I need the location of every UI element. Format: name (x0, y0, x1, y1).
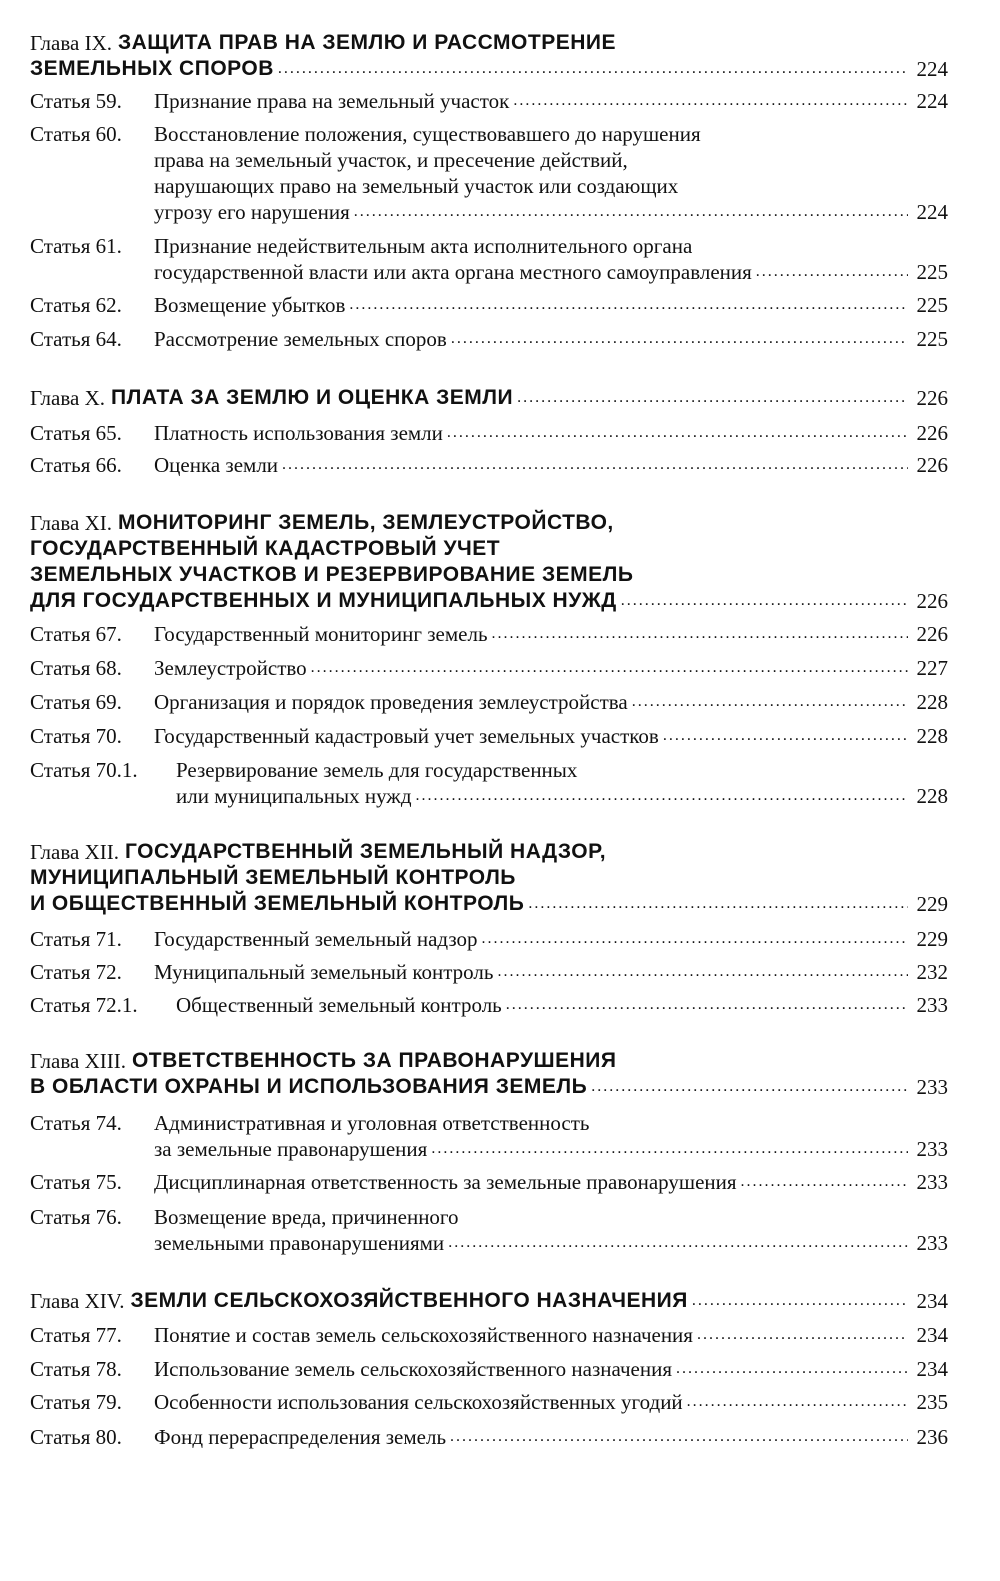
page-number: 233 (916, 993, 948, 1017)
page-number: 234 (916, 1357, 948, 1381)
dot-leader (451, 326, 908, 352)
entry-title-line: Платность использования земли (154, 421, 443, 445)
entry-title-line: Возмещение убытков (154, 293, 346, 317)
entry-line (30, 30, 948, 56)
toc-article-entry (30, 689, 948, 715)
entry-line (30, 1424, 948, 1450)
entry-title-line: Признание права на земельный участок (154, 89, 510, 113)
entry-line (30, 1356, 948, 1382)
entry-label: Статья 70. (30, 724, 122, 748)
toc-article-entry (30, 1424, 948, 1450)
toc-article-entry (30, 992, 948, 1018)
toc-article-entry (30, 292, 948, 318)
toc-article-entry (30, 723, 948, 749)
entry-title-line: за земельные правонарушения (154, 1137, 428, 1161)
entry-title-line: Оценка земли (154, 453, 279, 477)
entry-label: Статья 72. (30, 960, 122, 984)
entry-label: Статья 76. (30, 1205, 122, 1229)
entry-line (30, 1288, 948, 1314)
entry-line (30, 88, 948, 114)
toc-chapter-entry (30, 1048, 948, 1100)
entry-title-line: МОНИТОРИНГ ЗЕМЕЛЬ, ЗЕМЛЕУСТРОЙСТВО, (117, 511, 614, 534)
entry-label: Статья 59. (30, 89, 122, 113)
entry-line (30, 199, 948, 225)
toc-chapter-entry (30, 30, 948, 82)
dot-leader (591, 1074, 908, 1100)
toc-article-entry (30, 233, 948, 285)
page-number: 225 (916, 260, 948, 284)
entry-line (30, 173, 948, 199)
dot-leader (741, 1169, 908, 1195)
page-number: 233 (916, 1137, 948, 1161)
toc-article-entry (30, 959, 948, 985)
entry-line (30, 926, 948, 952)
page-number: 228 (916, 784, 948, 808)
entry-title-line: ЗЕМЛИ СЕЛЬСКОХОЗЯЙСТВЕННОГО НАЗНАЧЕНИЯ (130, 1289, 688, 1312)
entry-title-line: Возмещение вреда, причиненного (154, 1205, 459, 1229)
entry-title-line: ЗЕМЕЛЬНЫХ СПОРОВ (30, 57, 274, 80)
entry-line (30, 147, 948, 173)
toc-article-entry (30, 452, 948, 478)
entry-title-line: Организация и порядок проведения землеустройства (154, 690, 628, 714)
entry-label: Статья 60. (30, 122, 122, 146)
toc-chapter-entry (30, 1288, 948, 1314)
page-number: 226 (916, 622, 948, 646)
dot-leader (513, 88, 908, 114)
dot-leader (506, 992, 908, 1018)
entry-title-line: Административная и уголовная ответственность (154, 1111, 590, 1135)
dot-leader (517, 385, 908, 411)
entry-title-line: Использование земель сельскохозяйственного назначения (154, 1357, 673, 1381)
toc-article-entry (30, 1110, 948, 1162)
page-number: 228 (916, 690, 948, 714)
entry-label: Статья 78. (30, 1357, 122, 1381)
page-number: 234 (916, 1289, 948, 1313)
entry-line (30, 992, 948, 1018)
entry-title-line: ГОСУДАРСТВЕННЫЙ КАДАСТРОВЫЙ УЧЕТ (30, 537, 501, 560)
entry-title-line: ОТВЕТСТВЕННОСТЬ ЗА ПРАВОНАРУШЕНИЯ (131, 1049, 617, 1072)
entry-line (30, 1389, 948, 1415)
entry-title-line: Рассмотрение земельных споров (154, 327, 447, 351)
entry-title-line: В ОБЛАСТИ ОХРАНЫ И ИСПОЛЬЗОВАНИЯ ЗЕМЕЛЬ (30, 1075, 588, 1098)
entry-line (30, 655, 948, 681)
entry-title-line: нарушающих право на земельный участок или создающих (154, 174, 679, 198)
entry-line (30, 839, 948, 865)
page-number: 229 (916, 892, 948, 916)
toc-article-entry (30, 1389, 948, 1415)
entry-line (30, 452, 948, 478)
page-number: 229 (916, 927, 948, 951)
page-number: 224 (916, 57, 948, 81)
toc-chapter-entry (30, 839, 948, 917)
entry-label: Статья 61. (30, 234, 122, 258)
entry-label: Статья 77. (30, 1323, 122, 1347)
page-number: 226 (916, 453, 948, 477)
entry-line (30, 1322, 948, 1348)
entry-line (30, 757, 948, 783)
entry-line (30, 959, 948, 985)
page-number: 235 (916, 1390, 948, 1414)
entry-title-line: ЗЕМЕЛЬНЫХ УЧАСТКОВ И РЕЗЕРВИРОВАНИЕ ЗЕМЕЛЬ (30, 563, 634, 586)
entry-line (30, 420, 948, 446)
entry-label: Глава XIII. (30, 1049, 126, 1073)
dot-leader (687, 1389, 908, 1415)
entry-line (30, 233, 948, 259)
dot-leader (676, 1356, 908, 1382)
entry-line (30, 783, 948, 809)
toc-article-entry (30, 88, 948, 114)
toc-article-entry (30, 926, 948, 952)
entry-line (30, 723, 948, 749)
page-number: 227 (916, 656, 948, 680)
entry-title-line: Государственный земельный надзор (154, 927, 478, 951)
entry-label: Статья 62. (30, 293, 122, 317)
dot-leader (349, 292, 908, 318)
entry-label: Глава XII. (30, 840, 119, 864)
entry-title-line: ПЛАТА ЗА ЗЕМЛЮ И ОЦЕНКА ЗЕМЛИ (111, 386, 514, 409)
dot-leader (354, 199, 908, 225)
dot-leader (311, 655, 908, 681)
dot-leader (447, 420, 908, 446)
page-number: 234 (916, 1323, 948, 1347)
entry-label: Статья 71. (30, 927, 122, 951)
entry-line (30, 56, 948, 82)
dot-leader (632, 689, 908, 715)
entry-label: Статья 74. (30, 1111, 122, 1135)
entry-line (30, 891, 948, 917)
entry-label: Статья 69. (30, 690, 122, 714)
toc-article-entry (30, 757, 948, 809)
toc-article-entry (30, 121, 948, 225)
entry-title-line: ДЛЯ ГОСУДАРСТВЕННЫХ И МУНИЦИПАЛЬНЫХ НУЖД (30, 589, 617, 612)
entry-label: Статья 68. (30, 656, 122, 680)
entry-label: Статья 75. (30, 1170, 122, 1194)
entry-title-line: Муниципальный земельный контроль (154, 960, 494, 984)
entry-title-line: Фонд перераспределения земель (154, 1425, 447, 1449)
entry-title-line: или муниципальных нужд (176, 784, 412, 808)
toc-article-entry (30, 1169, 948, 1195)
entry-line (30, 1110, 948, 1136)
entry-line (30, 865, 948, 891)
entry-title-line: Государственный кадастровый учет земельных участков (154, 724, 659, 748)
dot-leader (278, 56, 908, 82)
entry-title-line: Землеустройство (154, 656, 307, 680)
page-number: 224 (916, 200, 948, 224)
page-number: 226 (916, 386, 948, 410)
entry-line (30, 588, 948, 614)
entry-title-line: угрозу его нарушения (154, 200, 350, 224)
entry-title-line: Общественный земельный контроль (176, 993, 502, 1017)
dot-leader (416, 783, 908, 809)
entry-title-line: государственной власти или акта органа местного самоуправления (154, 260, 752, 284)
entry-label: Статья 64. (30, 327, 122, 351)
toc-chapter-entry (30, 510, 948, 614)
entry-title-line: Понятие и состав земель сельскохозяйственного назначения (154, 1323, 693, 1347)
entry-line (30, 1136, 948, 1162)
toc-article-entry (30, 655, 948, 681)
entry-label: Статья 66. (30, 453, 122, 477)
entry-label: Статья 65. (30, 421, 122, 445)
dot-leader (450, 1424, 908, 1450)
entry-line (30, 259, 948, 285)
entry-title-line: земельными правонарушениями (154, 1231, 445, 1255)
dot-leader (756, 259, 908, 285)
page-number: 232 (916, 960, 948, 984)
entry-line (30, 1204, 948, 1230)
page-number: 233 (916, 1075, 948, 1099)
entry-line (30, 1074, 948, 1100)
toc-article-entry (30, 326, 948, 352)
entry-line (30, 292, 948, 318)
entry-label: Глава XIV. (30, 1289, 125, 1313)
toc-chapter-entry (30, 385, 948, 411)
dot-leader (663, 723, 908, 749)
entry-label: Статья 79. (30, 1390, 122, 1414)
entry-title-line: ЗАЩИТА ПРАВ НА ЗЕМЛЮ И РАССМОТРЕНИЕ (117, 31, 616, 54)
entry-title-line: И ОБЩЕСТВЕННЫЙ ЗЕМЕЛЬНЫЙ КОНТРОЛЬ (30, 892, 525, 915)
entry-line (30, 326, 948, 352)
entry-title-line: Дисциплинарная ответственность за земельные правонарушения (154, 1170, 737, 1194)
entry-line (30, 536, 948, 562)
page-number: 226 (916, 589, 948, 613)
entry-line (30, 121, 948, 147)
page-number: 236 (916, 1425, 948, 1449)
dot-leader (431, 1136, 908, 1162)
entry-label: Глава XI. (30, 511, 112, 535)
entry-label: Статья 80. (30, 1425, 122, 1449)
page-number: 228 (916, 724, 948, 748)
dot-leader (697, 1322, 908, 1348)
toc-article-entry (30, 1204, 948, 1256)
entry-title-line: Резервирование земель для государственных (176, 758, 578, 782)
page-number: 225 (916, 327, 948, 351)
entry-title-line: Признание недействительным акта исполнительного органа (154, 234, 693, 258)
page-number: 233 (916, 1231, 948, 1255)
toc-article-entry (30, 621, 948, 647)
entry-line (30, 385, 948, 411)
page-number: 224 (916, 89, 948, 113)
entry-label: Статья 67. (30, 622, 122, 646)
entry-line (30, 562, 948, 588)
entry-line (30, 689, 948, 715)
dot-leader (482, 926, 908, 952)
entry-title-line: Особенности использования сельскохозяйственных угодий (154, 1390, 683, 1414)
entry-label: Глава IX. (30, 31, 112, 55)
toc-article-entry (30, 420, 948, 446)
dot-leader (528, 891, 908, 917)
toc-article-entry (30, 1322, 948, 1348)
dot-leader (692, 1288, 908, 1314)
entry-title-line: Государственный мониторинг земель (154, 622, 488, 646)
entry-line (30, 1169, 948, 1195)
entry-line (30, 621, 948, 647)
dot-leader (448, 1230, 908, 1256)
entry-line (30, 510, 948, 536)
entry-line (30, 1230, 948, 1256)
page-number: 226 (916, 421, 948, 445)
entry-title-line: МУНИЦИПАЛЬНЫЙ ЗЕМЕЛЬНЫЙ КОНТРОЛЬ (30, 866, 516, 889)
entry-label: Глава X. (30, 386, 105, 410)
entry-title-line: Восстановление положения, существовавшего до нарушения (154, 122, 701, 146)
entry-label: Статья 72.1. (30, 993, 138, 1017)
entry-title-line: права на земельный участок, и пресечение действий, (154, 148, 628, 172)
dot-leader (621, 588, 908, 614)
entry-label: Статья 70.1. (30, 758, 138, 782)
dot-leader (282, 452, 908, 478)
entry-line (30, 1048, 948, 1074)
entry-title-line: ГОСУДАРСТВЕННЫЙ ЗЕМЕЛЬНЫЙ НАДЗОР, (124, 840, 607, 863)
dot-leader (497, 959, 908, 985)
page-number: 233 (916, 1170, 948, 1194)
toc-article-entry (30, 1356, 948, 1382)
page-number: 225 (916, 293, 948, 317)
dot-leader (492, 621, 908, 647)
